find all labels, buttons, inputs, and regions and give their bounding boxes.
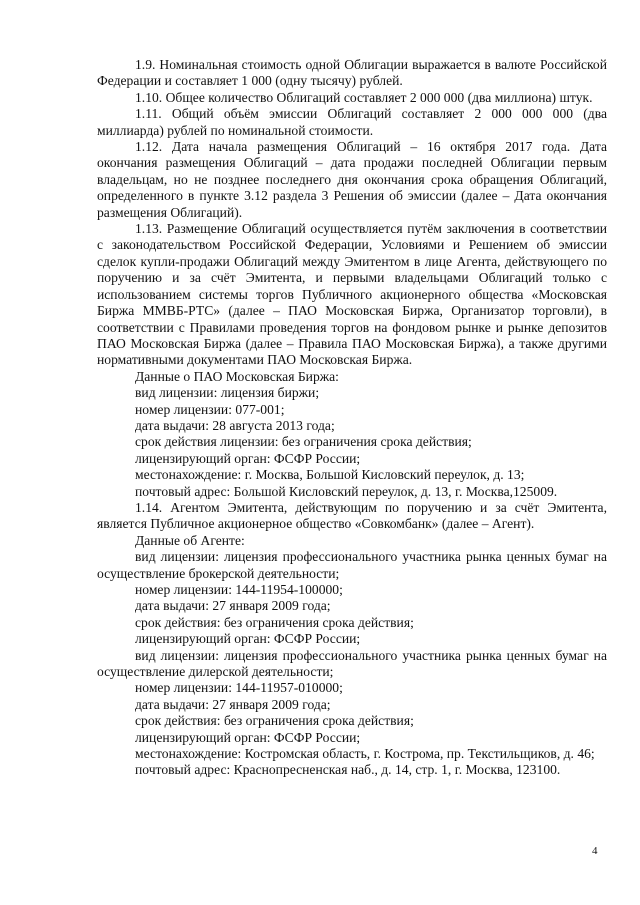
agent-broker-issue-date: дата выдачи: 27 января 2009 года; xyxy=(135,598,331,614)
agent-broker-license-type: вид лицензии: лицензия профессионального участника рынка ценных бумаг на осуществление брокерской деятельности; xyxy=(97,549,607,581)
paragraph-1-9: 1.9. Номинальная стоимость одной Облигации выражается в валюте Российской Федерации и составляет 1 000 (одну тысячу) рублей. xyxy=(97,57,607,89)
exchange-postal-address: почтовый адрес: Большой Кисловский переулок, д. 13, г. Москва,125009. xyxy=(135,483,558,499)
exchange-license-number: номер лицензии: 077-001; xyxy=(135,401,285,417)
agent-data-heading: Данные об Агенте: xyxy=(135,532,245,548)
exchange-data-heading: Данные о ПАО Московская Биржа: xyxy=(135,368,339,384)
agent-dealer-license-number: номер лицензии: 144-11957-010000; xyxy=(135,680,343,696)
exchange-license-type: вид лицензии: лицензия биржи; xyxy=(135,385,320,401)
paragraph-1-14: 1.14. Агентом Эмитента, действующим по поручению и за счёт Эмитента, является Публичное акционерное общество «Совкомбанк» (далее – Агент). xyxy=(97,499,607,532)
paragraph-1-11: 1.11. Общий объём эмиссии Облигаций составляет 2 000 000 000 (два миллиарда) рублей по номинальной стоимости. xyxy=(97,106,607,138)
agent-dealer-license-type: вид лицензии: лицензия профессионального участника рынка ценных бумаг на осуществление дилерской деятельности; xyxy=(97,647,607,680)
document-body xyxy=(97,57,607,779)
agent-postal-address: почтовый адрес: Краснопресненская наб., д. 14, стр. 1, г. Москва, 123100. xyxy=(135,762,561,778)
agent-dealer-authority: лицензирующий орган: ФСФР России; xyxy=(135,729,361,745)
paragraph-1-12: 1.12. Дата начала размещения Облигаций – 16 октября 2017 года. Дата окончания размещения Облигаций – дата продажи последней Облигации первым владельцам, но не позднее последнего дня окончания срока обращения Облигаций, определенного в пункте 3.12 раздела 3 Решения об эмиссии (далее – Дата окончания размещения Облигаций). xyxy=(97,139,607,220)
agent-broker-authority: лицензирующий орган: ФСФР России; xyxy=(135,631,361,647)
paragraph-1-10: 1.10. Общее количество Облигаций составляет 2 000 000 (два миллиона) штук. xyxy=(135,89,593,105)
agent-dealer-term: срок действия: без ограничения срока действия; xyxy=(135,713,414,729)
exchange-location: местонахождение: г. Москва, Большой Кисловский переулок, д. 13; xyxy=(135,467,525,483)
paragraph-1-13: 1.13. Размещение Облигаций осуществляется путём заключения в соответствии с законодательством Российской Федерации, Условиями и Решением об эмиссии сделок купли-продажи Облигаций между Эмитентом в лице Агента, действующего по поручению и за счёт Эмитента, и первыми владельцами Облигаций только с использованием системы торгов Публичного акционерного общества «Московская Биржа ММВБ-РТС» (далее – ПАО Московская Биржа, Организатор торговли), в соответствии с Правилами проведения торгов на фондовом рынке и рынке депозитов ПАО Московская Биржа (далее – Правила ПАО Московская Биржа), а также другими нормативными документами ПАО Московская Биржа. xyxy=(97,221,607,368)
exchange-license-term: срок действия лицензии: без ограничения срока действия; xyxy=(135,434,472,450)
exchange-issue-date: дата выдачи: 28 августа 2013 года; xyxy=(135,417,335,433)
agent-location: местонахождение: Костромская область, г. Кострома, пр. Текстильщиков, д. 46; xyxy=(135,746,595,762)
agent-dealer-issue-date: дата выдачи: 27 января 2009 года; xyxy=(135,696,331,712)
agent-broker-term: срок действия: без ограничения срока действия; xyxy=(135,614,414,630)
page-number: 4 xyxy=(592,845,598,857)
agent-broker-license-number: номер лицензии: 144-11954-100000; xyxy=(135,582,343,597)
exchange-licensing-authority: лицензирующий орган: ФСФР России; xyxy=(135,450,361,466)
